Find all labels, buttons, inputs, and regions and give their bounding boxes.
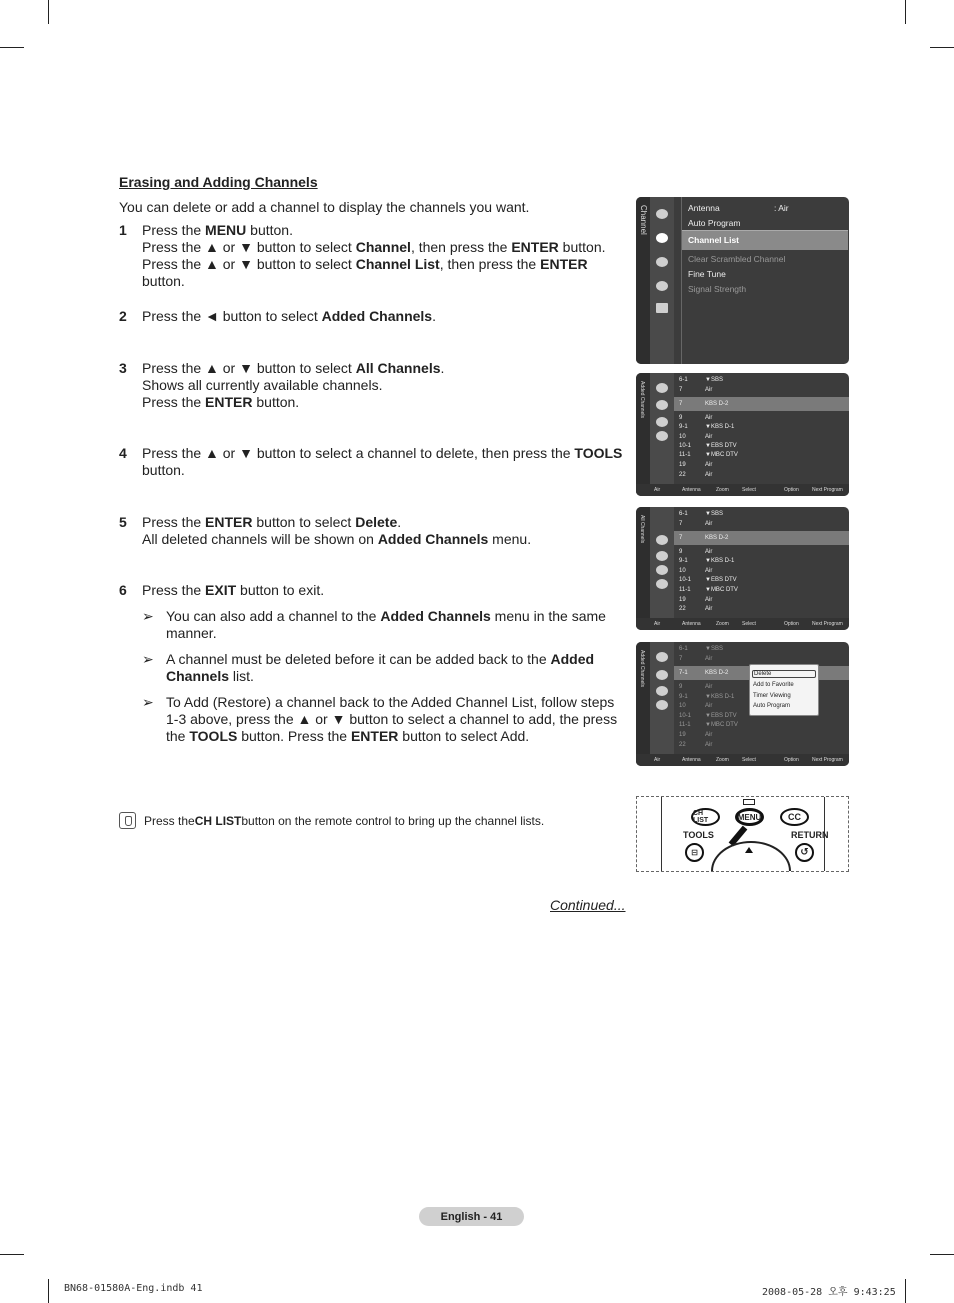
section-intro: You can delete or add a channel to display the channels you want. — [119, 199, 530, 215]
step-number: 4 — [119, 445, 127, 461]
menu-item-signal-strength[interactable]: Signal Strength — [688, 284, 747, 294]
step-line: All deleted channels will be shown on Added Channels menu. — [142, 531, 532, 547]
instructions — [119, 174, 624, 216]
step-number: 5 — [119, 514, 127, 530]
favorite-icon — [656, 417, 668, 427]
step-line: Press the ▲ or ▼ button to select Channel List, then press the ENTER button. — [142, 256, 588, 289]
step-4 — [119, 445, 624, 479]
list-title: Added Channels — [639, 650, 645, 687]
popup-item-delete[interactable]: Delete — [752, 670, 816, 678]
input-icon — [656, 281, 668, 291]
step-line: Press the ENTER button to select Delete. — [142, 514, 402, 530]
picture-icon — [656, 209, 668, 219]
tools-label: TOOLS — [683, 830, 714, 840]
step-number: 1 — [119, 222, 127, 238]
favorite-icon — [656, 565, 668, 575]
tip: ➢ To Add (Restore) a channel back to the Added Channel List, follow steps 1-3 above, press the ▲ or ▼ button to select a channel to add, the press the TOOLS button. Press the ENTER button to select Add. — [142, 694, 618, 744]
crop-mark — [0, 1254, 24, 1255]
channel-icon — [656, 233, 668, 243]
application-icon — [656, 303, 668, 313]
step-line: Shows all currently available channels. — [142, 377, 383, 393]
tv-screen-all-channels: All Channels 6-1 ▼SBS 7 Air 7 KBS D-2 9 Air 9-1 ▼KBS D-1 10 Air 10-1 ▼EBS DTV 11-1 ▼MBC DTV 19 Air 22 Air Air Antenna Zoom Select Option Next Program — [636, 507, 849, 630]
tools-button[interactable]: ⊟ — [685, 843, 704, 862]
step-6 — [119, 582, 624, 745]
footer-file: BN68-01580A-Eng.indb 41 — [64, 1283, 203, 1294]
added-icon — [656, 551, 668, 561]
antenna-icon — [656, 535, 668, 545]
program-icon — [656, 700, 668, 710]
note-remote-icon — [119, 812, 136, 829]
footer-timestamp: 2008-05-28 오후 9:43:25 — [762, 1287, 896, 1298]
cc-button[interactable]: CC — [780, 808, 809, 826]
step-5 — [119, 514, 624, 548]
return-label: RETURN — [791, 830, 829, 840]
antenna-icon — [656, 652, 668, 662]
ch-list-button[interactable]: CH LIST — [691, 808, 720, 826]
added-icon — [656, 670, 668, 680]
popup-item-timer-viewing[interactable]: Timer Viewing — [753, 693, 791, 699]
continued-link[interactable]: Continued... — [550, 897, 626, 913]
step-number: 6 — [119, 582, 127, 598]
crop-mark — [930, 1254, 954, 1255]
menu-item-clear-scrambled[interactable]: Clear Scrambled Channel — [688, 254, 786, 264]
crop-mark — [930, 47, 954, 48]
step-line: Press the EXIT button to exit. — [142, 582, 325, 598]
popup-item-add-favorite[interactable]: Add to Favorite — [753, 682, 794, 688]
tip-arrow-icon: ➢ — [142, 694, 154, 710]
tv-screen-tools-popup: Added Channels 6-1 ▼SBS 7 Air 7-1 KBS D-2 9 Air 9-1 ▼KBS D-1 10 Air 10-1 ▼EBS DTV 11-1 ▼MBC DTV 19 Air 22 Air Air Antenna Zoom Select Option Next Program — [636, 642, 849, 766]
step-line: Press the ▲ or ▼ button to select a channel to delete, then press the TOOLS button. — [142, 445, 623, 478]
menu-button[interactable]: MENU — [735, 808, 764, 826]
step-line: Press the ▲ or ▼ button to select All Channels. — [142, 360, 445, 376]
step-number: 3 — [119, 360, 127, 376]
tip: ➢ A channel must be deleted before it can be added back to the Added Channels list. — [142, 651, 595, 684]
menu-item-auto-program[interactable]: Auto Program — [688, 218, 741, 228]
step-line: Press the MENU button. — [142, 222, 293, 238]
menu-value-antenna: : Air — [774, 203, 789, 213]
step-2 — [119, 308, 624, 325]
list-title: Added Channels — [639, 381, 645, 418]
crop-mark — [905, 0, 906, 24]
menu-item-antenna[interactable]: Antenna — [688, 203, 720, 213]
tv-screen-added-channels: Added Channels 6-1 ▼SBS 7 Air 7 KBS D-2 9 Air 9-1 ▼KBS D-1 10 Air 10-1 ▼EBS DTV 11-1 ▼MBC DTV 19 Air 22 Air Air Antenna Zoom Select Option Next Program — [636, 373, 849, 496]
up-arrow-icon — [745, 847, 753, 853]
tools-popup — [749, 664, 819, 716]
note: Press the CH LIST button on the remote control to bring up the channel lists. — [119, 812, 544, 829]
antenna-icon — [656, 383, 668, 393]
list-title: All Channels — [639, 515, 645, 544]
return-button[interactable]: ↺ — [795, 843, 814, 862]
setup-icon — [656, 257, 668, 267]
tv-screen-channel-menu — [636, 197, 849, 364]
popup-item-auto-program[interactable]: Auto Program — [753, 703, 791, 709]
remote-control — [636, 796, 849, 872]
hand-icon — [743, 799, 755, 805]
favorite-icon — [656, 686, 668, 696]
program-icon — [656, 431, 668, 441]
page-number: English - 41 — [419, 1207, 524, 1226]
list-footer: Air Antenna Zoom Select Option Next Program — [636, 618, 849, 630]
step-1 — [119, 222, 624, 290]
step-line: Press the ▲ or ▼ button to select Channel, then press the ENTER button. — [142, 239, 606, 255]
list-footer: Air Antenna Zoom Select Option Next Program — [636, 754, 849, 766]
step-3 — [119, 360, 624, 411]
list-footer: Air Antenna Zoom Select Option Next Program — [636, 484, 849, 496]
crop-mark — [48, 1279, 49, 1303]
step-number: 2 — [119, 308, 127, 324]
tip: ➢ You can also add a channel to the Added Channels menu in the same manner. — [142, 608, 606, 641]
tip-arrow-icon: ➢ — [142, 608, 154, 624]
tip-arrow-icon: ➢ — [142, 651, 154, 667]
step-line: Press the ◄ button to select Added Channels. — [142, 308, 436, 324]
step-line: Press the ENTER button. — [142, 394, 300, 410]
crop-mark — [0, 47, 24, 48]
menu-item-channel-list[interactable]: Channel List — [688, 235, 740, 245]
direction-pad[interactable] — [711, 841, 791, 872]
section-title: Erasing and Adding Channels — [119, 174, 318, 190]
added-icon — [656, 400, 668, 410]
menu-item-fine-tune[interactable]: Fine Tune — [688, 269, 726, 279]
crop-mark — [48, 0, 49, 24]
crop-mark — [905, 1279, 906, 1303]
menu-title: Channel — [639, 205, 648, 235]
program-icon — [656, 579, 668, 589]
